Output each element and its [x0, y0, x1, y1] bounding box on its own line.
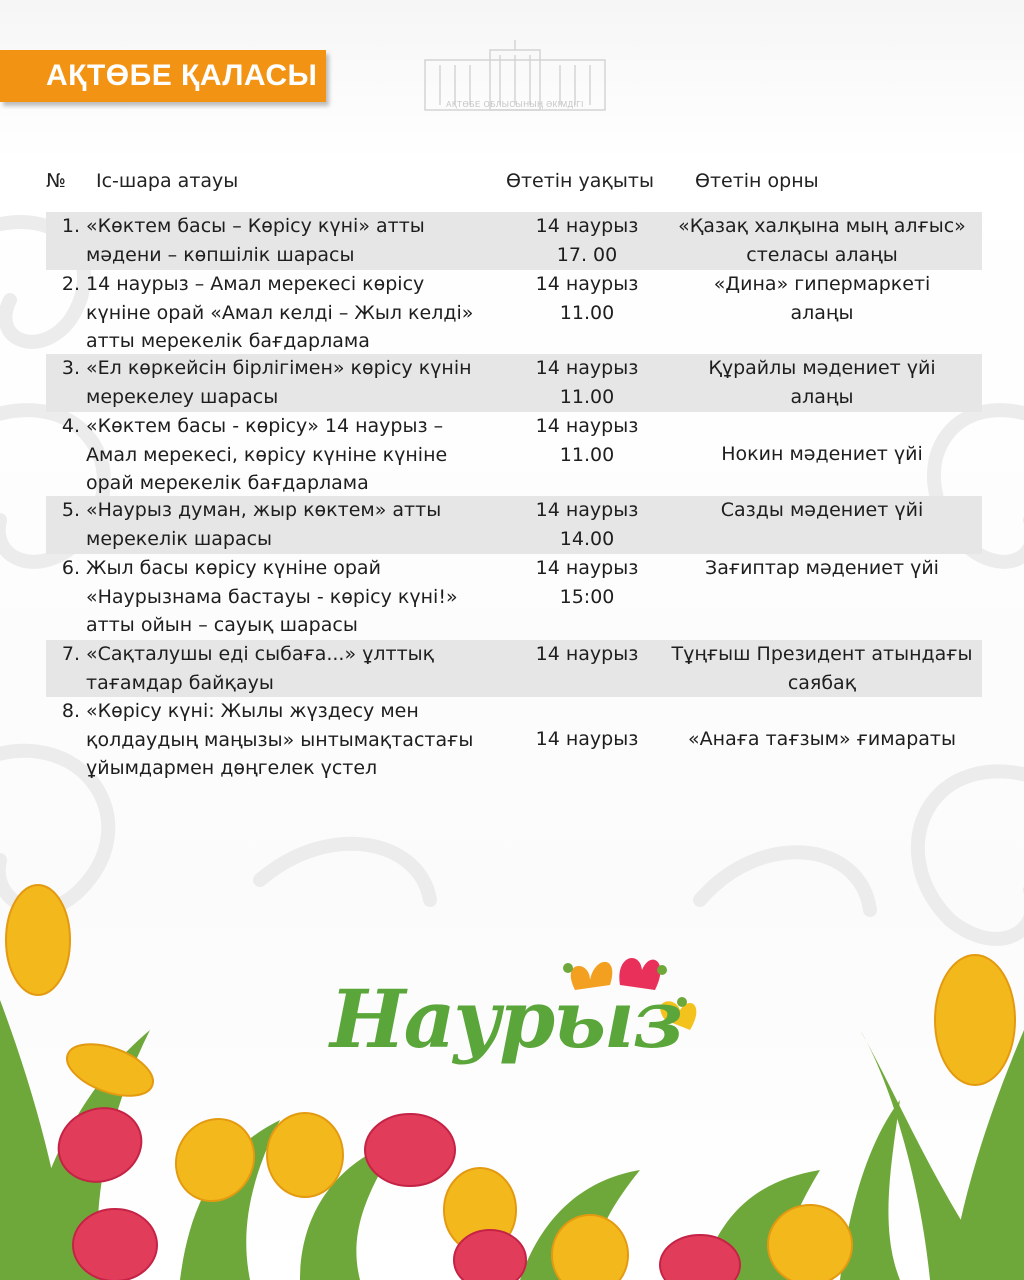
header-name: Іс-шара атауы: [96, 170, 239, 192]
table-row: [46, 270, 982, 354]
event-place: «Қазақ халқына мың алғыс» стеласы алаңы: [678, 215, 966, 266]
row-number: 5.: [61, 499, 80, 521]
event-name: «Көктем басы – Көрісу күні» атты мәдени – көпшілік шарасы: [86, 215, 425, 266]
header-time: Өтетін уақыты: [506, 170, 654, 192]
event-name: «Көрісу күні: Жылы жүздесу мен қолдаудың маңызы» ынтымақтастағы ұйымдармен дөңгелек үстел: [86, 700, 474, 779]
event-time: 14 наурыз 15:00: [535, 557, 639, 608]
row-number: 6.: [61, 557, 80, 579]
event-name: 14 наурыз – Амал мерекесі көрісу күніне орай «Амал келді – Жыл келді» атты мерекелік бағдарлама: [86, 273, 474, 352]
event-time: 14 наурыз 11.00: [535, 273, 639, 324]
event-time: 14 наурыз: [535, 728, 639, 750]
event-time: 14 наурыз 14.00: [535, 499, 639, 550]
table-row: [46, 640, 982, 697]
header-num: №: [46, 170, 66, 192]
row-number: 2.: [61, 273, 80, 295]
row-number: 7.: [61, 643, 80, 665]
event-place: «Дина» гипермаркеті алаңы: [713, 273, 931, 324]
row-number: 8.: [61, 700, 80, 722]
event-place: «Анаға тағзым» ғимараты: [688, 728, 956, 750]
city-banner-label: АҚТӨБЕ ҚАЛАСЫ: [46, 59, 318, 92]
row-number: 4.: [61, 415, 80, 437]
table-row: [46, 496, 982, 554]
event-name: «Наурыз думан, жыр көктем» атты мерекелік шарасы: [86, 499, 442, 550]
event-place: Зағиптар мәдениет үйі: [705, 557, 939, 579]
event-name: Жыл басы көрісу күніне орай «Наурызнама бастауы - көрісу күні!» атты ойын – сауық шарасы: [86, 557, 458, 636]
event-place: Сазды мәдениет үйі: [720, 499, 924, 521]
event-place: Құрайлы мәдениет үйі алаңы: [708, 357, 936, 408]
event-name: «Ел көркейсін бірлігімен» көрісу күнін мерекелеу шарасы: [86, 357, 472, 408]
row-number: 1.: [61, 215, 80, 237]
table-row: [46, 554, 982, 640]
akimat-building-emblem: [420, 40, 610, 130]
event-name: «Көктем басы - көрісу» 14 наурыз – Амал мерекесі, көрісу күніне күніне орай мерекелік бағдарлама: [86, 415, 448, 494]
table-row: [46, 697, 982, 783]
event-time: 14 наурыз 11.00: [535, 357, 639, 408]
event-time: 14 наурыз 17. 00: [535, 215, 639, 266]
header-place: Өтетін орны: [695, 170, 819, 192]
table-row: [46, 354, 982, 412]
row-number: 3.: [61, 357, 80, 379]
table-row: [46, 212, 982, 270]
event-place: Нокин мәдениет үйі: [721, 443, 923, 465]
nauryz-logo-text: Наурыз: [330, 972, 682, 1066]
city-banner: [0, 50, 326, 102]
event-time: 14 наурыз 11.00: [535, 415, 639, 466]
event-name: «Сақталушы еді сыбаға...» ұлттық тағамдар байқауы: [86, 643, 435, 694]
event-time: 14 наурыз: [535, 643, 639, 665]
event-place: Тұңғыш Президент атындағы саябақ: [671, 643, 973, 694]
emblem-caption: АҚТӨБЕ ОБЛЫСЫНЫҢ ӘКІМДІГІ: [446, 100, 584, 109]
table-row: [46, 412, 982, 496]
